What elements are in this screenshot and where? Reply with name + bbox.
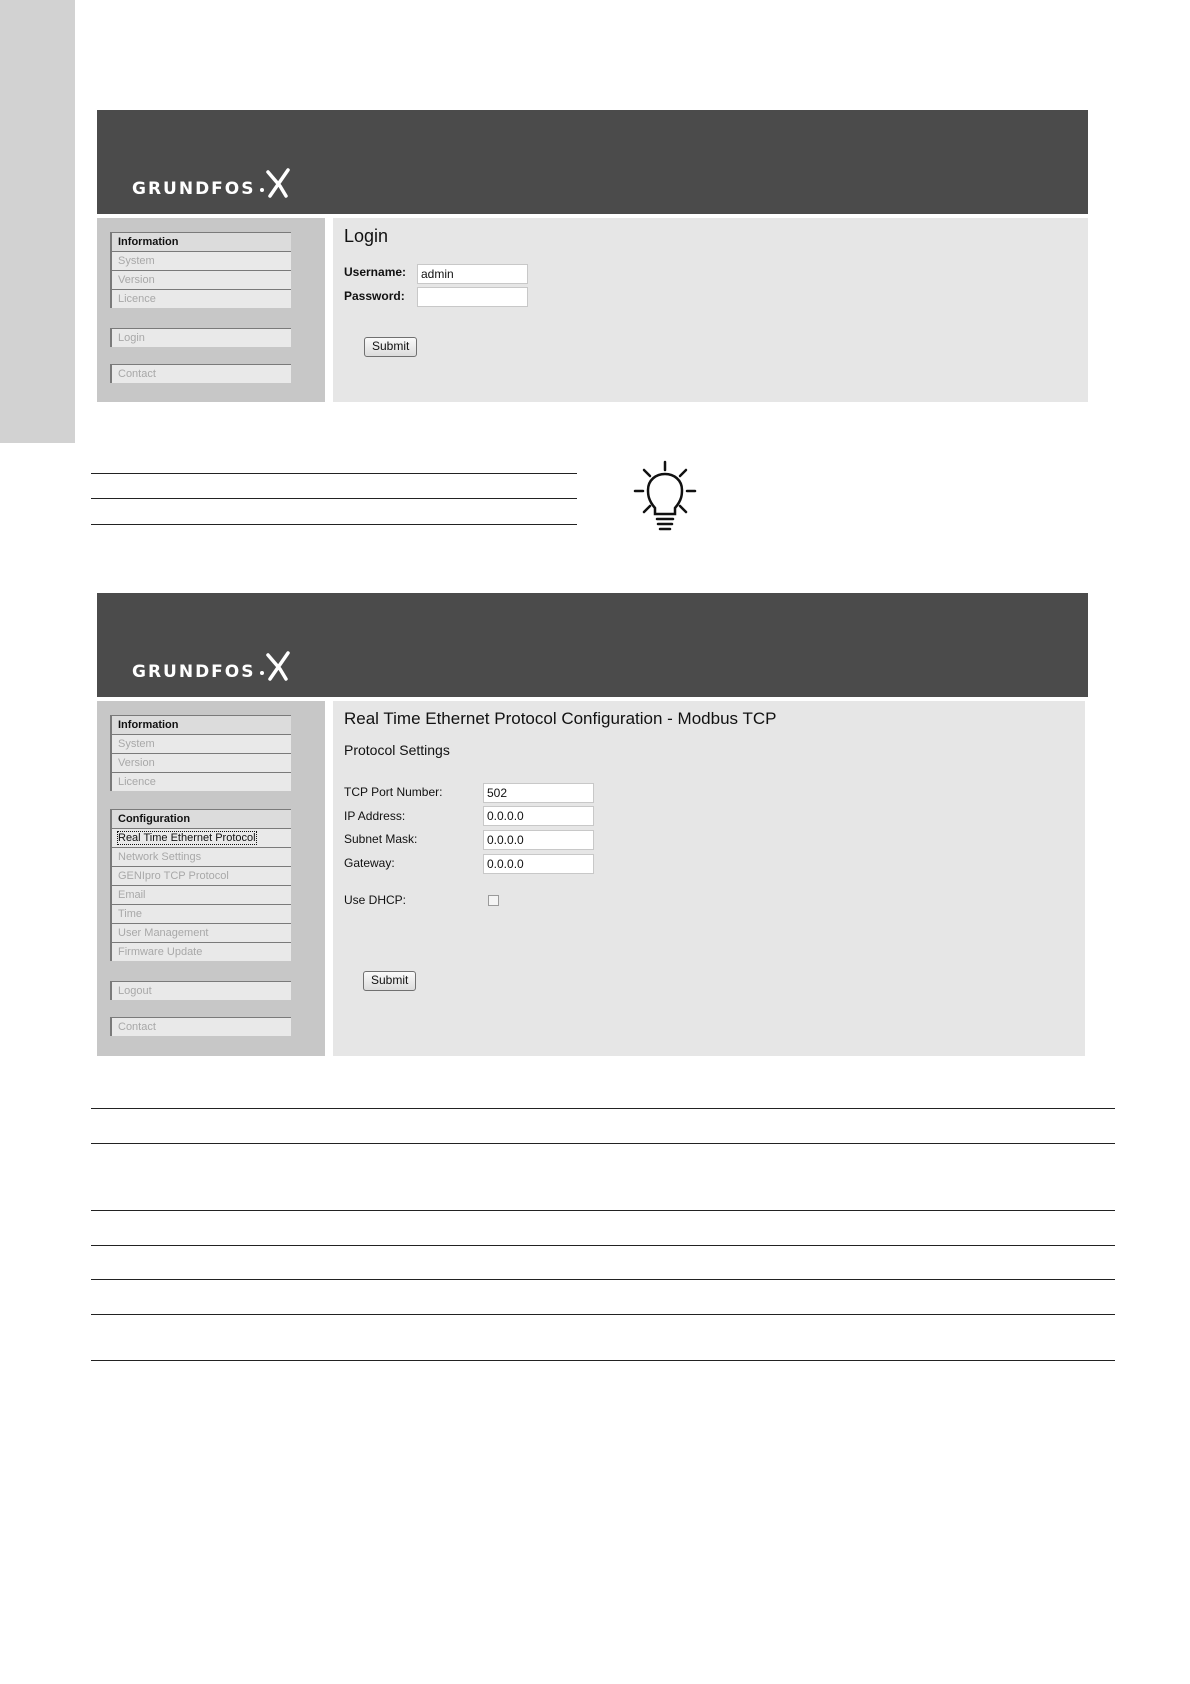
- use-dhcp-label: Use DHCP:: [344, 893, 407, 907]
- grundfos-logo: [132, 168, 290, 198]
- table-rule-1: [91, 1108, 1115, 1109]
- nav-item-user-management[interactable]: User Management: [110, 923, 291, 942]
- grundfos-x-icon: [258, 651, 290, 681]
- table-rule-bottom: [91, 524, 577, 525]
- sidebar-nav: [97, 701, 325, 1056]
- nav-item-licence[interactable]: Licence: [110, 289, 291, 308]
- nav-item-version[interactable]: Version: [110, 270, 291, 289]
- login-content: [333, 218, 1088, 402]
- sidebar-nav: [97, 218, 325, 402]
- submit-button[interactable]: Submit: [364, 337, 417, 357]
- nav-item-logout[interactable]: Logout: [110, 981, 291, 1000]
- nav-item-email[interactable]: Email: [110, 885, 291, 904]
- nav-item-contact[interactable]: Contact: [110, 1017, 291, 1036]
- config-screenshot: [97, 593, 1088, 1056]
- nav-item-network-settings[interactable]: Network Settings: [110, 847, 291, 866]
- submit-button[interactable]: Submit: [363, 971, 416, 991]
- nav-item-licence[interactable]: Licence: [110, 772, 291, 791]
- config-content: [333, 701, 1085, 1056]
- subnet-mask-field[interactable]: 0.0.0.0: [483, 830, 594, 850]
- nav-item-label: Real Time Ethernet Protocol: [118, 832, 256, 844]
- page-side-tab: [0, 0, 75, 443]
- table-rule-5: [91, 1279, 1115, 1280]
- nav-item-firmware-update[interactable]: Firmware Update: [110, 942, 291, 961]
- grundfos-logo: [132, 651, 290, 681]
- username-label: Username:: [344, 265, 407, 279]
- tcp-port-label: TCP Port Number:: [344, 785, 443, 799]
- table-rule-4: [91, 1245, 1115, 1246]
- ip-address-field[interactable]: 0.0.0.0: [483, 806, 594, 826]
- header-banner: [97, 110, 1088, 214]
- gateway-field[interactable]: 0.0.0.0: [483, 854, 594, 874]
- ip-address-label: IP Address:: [344, 809, 406, 823]
- page-title: Real Time Ethernet Protocol Configuration - Modbus TCP: [344, 709, 777, 728]
- nav-item-login[interactable]: Login: [110, 328, 291, 347]
- username-field[interactable]: admin: [417, 264, 528, 284]
- nav-heading-information: Information: [110, 715, 291, 734]
- nav-item-contact[interactable]: Contact: [110, 364, 291, 383]
- nav-item-system[interactable]: System: [110, 251, 291, 270]
- nav-group-information: [110, 232, 291, 308]
- nav-item-time[interactable]: Time: [110, 904, 291, 923]
- nav-item-real-time-ethernet-protocol[interactable]: [110, 828, 291, 847]
- section-subtitle: Protocol Settings: [344, 742, 450, 758]
- logo-text: GRUNDFOS: [132, 179, 256, 199]
- gateway-label: Gateway:: [344, 856, 395, 870]
- lightbulb-icon: [632, 460, 698, 532]
- nav-group-information: [110, 715, 291, 791]
- password-field[interactable]: [417, 287, 528, 307]
- table-rule-mid: [91, 498, 577, 499]
- page-title: Login: [344, 226, 389, 246]
- nav-item-genipro-tcp-protocol[interactable]: GENIpro TCP Protocol: [110, 866, 291, 885]
- table-rule-6: [91, 1314, 1115, 1315]
- nav-group-configuration: [110, 809, 291, 961]
- nav-group-login: [110, 328, 291, 347]
- nav-item-system[interactable]: System: [110, 734, 291, 753]
- logo-text: GRUNDFOS: [132, 662, 256, 682]
- table-rule-top: [91, 473, 577, 474]
- nav-heading-information: Information: [110, 232, 291, 251]
- nav-group-logout: [110, 981, 291, 1000]
- nav-group-contact: [110, 1017, 291, 1036]
- nav-item-version[interactable]: Version: [110, 753, 291, 772]
- nav-heading-configuration: Configuration: [110, 809, 291, 828]
- login-screenshot: [97, 110, 1088, 402]
- table-rule-2: [91, 1143, 1115, 1144]
- table-rule-7: [91, 1360, 1115, 1361]
- use-dhcp-checkbox[interactable]: [488, 895, 499, 906]
- nav-group-contact: [110, 364, 291, 383]
- tcp-port-field[interactable]: 502: [483, 783, 594, 803]
- password-label: Password:: [344, 289, 405, 303]
- grundfos-x-icon: [258, 168, 290, 198]
- table-rule-3: [91, 1210, 1115, 1211]
- subnet-mask-label: Subnet Mask:: [344, 832, 418, 846]
- header-banner: [97, 593, 1088, 697]
